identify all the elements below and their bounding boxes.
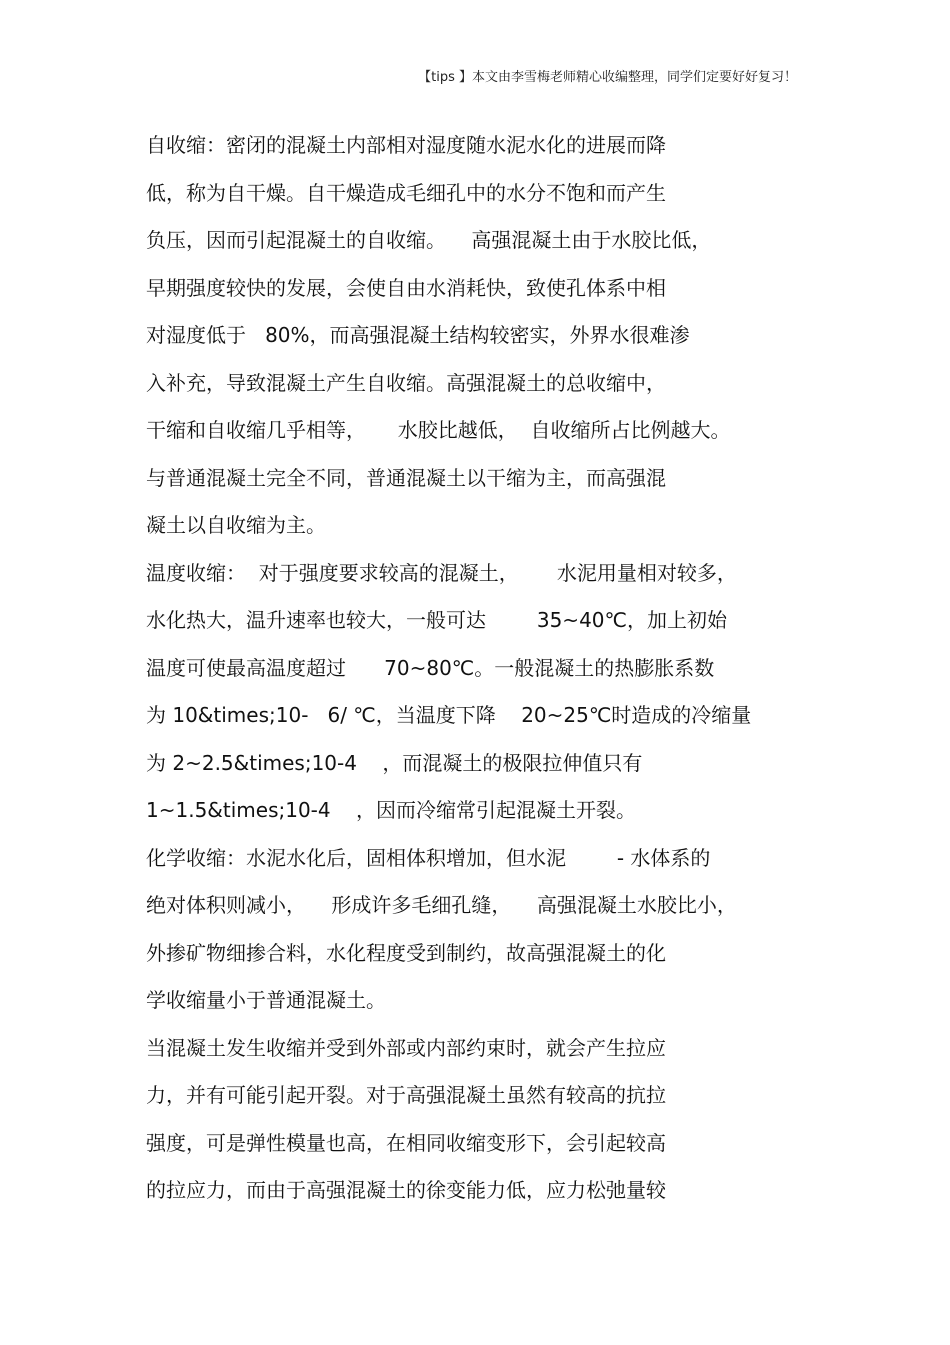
text-line [0,455,950,503]
text-line [0,787,950,835]
text-line [0,122,950,170]
text-line [0,550,950,598]
text-line-content: 自收缩：密闭的混凝土内部相对湿度随水泥水化的进展而降 [146,133,666,157]
text-line-content: 与普通混凝土完全不同，普通混凝土以干缩为主，而高强混 [146,465,666,490]
text-line-content: 负压，因而引起混凝土的自收缩。 高强混凝土由于水胶比低， [146,228,712,252]
text-line-content: 温度可使最高温度超过 70~80℃。一般混凝土的热膨胀系数 [146,655,715,680]
text-line [0,502,950,550]
text-line-content: 低，称为自干燥。自干燥造成毛细孔中的水分不饱和而产生 [146,180,666,205]
text-line-content: 强度，可是弹性模量也高，在相同收缩变形下，会引起较高 [146,1130,666,1155]
text-line [0,217,950,265]
text-line-content: 1~1.5&times;10-4 ，因而冷缩常引起混凝土开裂。 [146,798,637,822]
text-line-content: 早期强度较快的发展，会使自由水消耗快，致使孔体系中相 [146,275,666,300]
header-tip: 【tips 】本文由李雪梅老师精心收编整理，同学们定要好好复习！ [418,70,797,85]
text-line [0,692,950,740]
text-line-content: 力，并有可能引起开裂。对于高强混凝土虽然有较高的抗拉 [146,1083,666,1107]
text-line-content: 当混凝土发生收缩并受到外部或内部约束时，就会产生拉应 [146,1035,666,1060]
text-line-content: 外掺矿物细掺合料，水化程度受到制约，故高强混凝土的化 [146,940,666,965]
text-line-content: 为 10&times;10- 6/ ℃，当温度下降 20~25℃时造成的冷缩量 [146,703,752,727]
text-line-content: 对湿度低于 80%，而高强混凝土结构较密实，外界水很难渗 [146,323,690,347]
text-line-content: 学收缩量小于普通混凝土。 [146,988,386,1012]
text-line [0,407,950,455]
text-line [0,835,950,883]
text-line [0,265,950,313]
text-line [0,170,950,218]
text-line-content: 水化热大，温升速率也较大，一般可达 35~40℃，加上初始 [146,608,727,632]
text-line-content: 绝对体积则减小， 形成许多毛细孔缝， 高强混凝土水胶比小， [146,893,737,917]
text-line [0,360,950,408]
text-line [0,597,950,645]
text-line-content: 温度收缩： 对于强度要求较高的混凝土， 水泥用量相对较多， [146,560,737,585]
document-body [0,122,950,1215]
text-line [0,882,950,930]
text-line [0,930,950,978]
text-line [0,977,950,1025]
text-line-content: 干缩和自收缩几乎相等， 水胶比越低， 自收缩所占比例越大。 [146,418,731,442]
text-line [0,740,950,788]
text-line-content: 入补充，导致混凝土产生自收缩。高强混凝土的总收缩中， [146,370,666,395]
text-line-content: 化学收缩：水泥水化后，固相体积增加，但水泥 - 水体系的 [146,845,711,870]
text-line [0,1167,950,1215]
text-line [0,645,950,693]
text-line-content: 的拉应力，而由于高强混凝土的徐变能力低，应力松弛量较 [146,1178,666,1202]
text-line [0,1120,950,1168]
text-line-content: 为 2~2.5&times;10-4 ，而混凝土的极限拉伸值只有 [146,750,643,775]
text-line [0,1025,950,1073]
text-line [0,312,950,360]
text-line [0,1072,950,1120]
text-line-content: 凝土以自收缩为主。 [146,513,326,537]
